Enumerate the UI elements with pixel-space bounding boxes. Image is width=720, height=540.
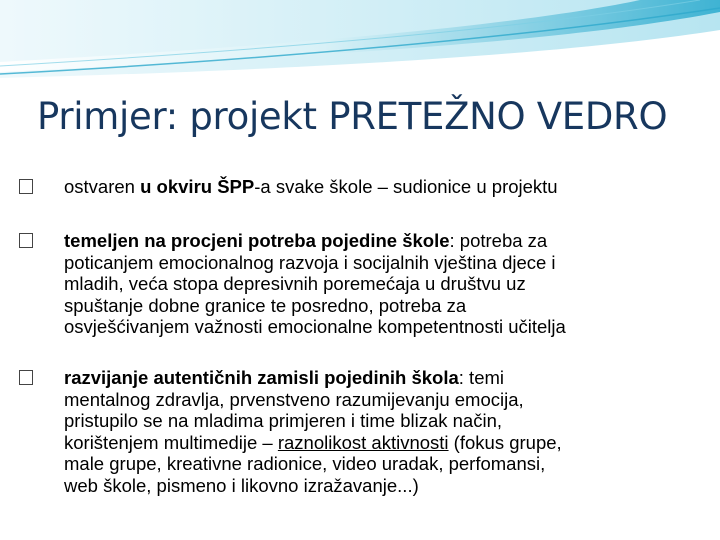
text-segment: pristupilo se na mladima primjeren i time blizak način, (64, 410, 503, 431)
bullet-item (20, 367, 562, 496)
bold-text: razvijanje autentičnih zamisli pojedinih škola (64, 367, 459, 388)
text-segment: : potreba za (449, 230, 548, 251)
text-segment: male grupe, kreativne radionice, video uradak, perfomansi, (64, 453, 546, 474)
text-segment: mladih, veća stopa depresivnih poremećaja u društvu uz (64, 273, 526, 294)
bullet-item (20, 230, 566, 338)
text-segment: ostvaren (64, 176, 141, 197)
bullet-line (20, 367, 562, 389)
bullet-line (20, 273, 566, 295)
bullet-line (20, 389, 562, 411)
text-segment: web škole, pismeno i likovno izražavanje...) (64, 474, 419, 496)
text-segment: osvješćivanjem važnosti emocionalne kompetentnosti učitelja (64, 316, 566, 337)
text-segment: korištenjem multimedije – (64, 431, 278, 453)
bullet-item (20, 176, 558, 198)
underlined-text: raznolikost aktivnosti (277, 431, 449, 453)
bullet-line (20, 252, 566, 274)
text-segment: -a svake škole – sudionice u projektu (254, 176, 558, 197)
decorative-wave-header (0, 0, 720, 100)
bullet-line (20, 410, 562, 432)
bullet-line (20, 316, 566, 338)
text-segment: spuštanje dobne granice te posredno, potreba za (64, 294, 467, 316)
bullet-line (20, 475, 562, 497)
bullet-line (20, 453, 562, 475)
bullet-line (20, 295, 566, 317)
bullet-marker-icon (19, 370, 33, 385)
bold-text: temeljen na procjeni potreba pojedine škole (64, 230, 450, 251)
bullet-line (20, 230, 566, 252)
text-segment: : temi (458, 367, 505, 388)
bullet-marker-icon (19, 179, 33, 194)
slide-title: Primjer: projekt PRETEŽNO VEDRO (37, 95, 668, 138)
text-segment: poticanjem emocionalnog razvoja i socijalnih vještina djece i (64, 251, 556, 273)
text-segment: mentalnog zdravlja, prvenstveno razumijevanju emocija, (64, 388, 524, 410)
bullet-line (20, 432, 562, 454)
bullet-marker-icon (19, 233, 33, 248)
text-segment: (fokus grupe, (448, 431, 562, 453)
bullet-line (20, 176, 558, 198)
bold-text: u okviru ŠPP (140, 176, 255, 197)
